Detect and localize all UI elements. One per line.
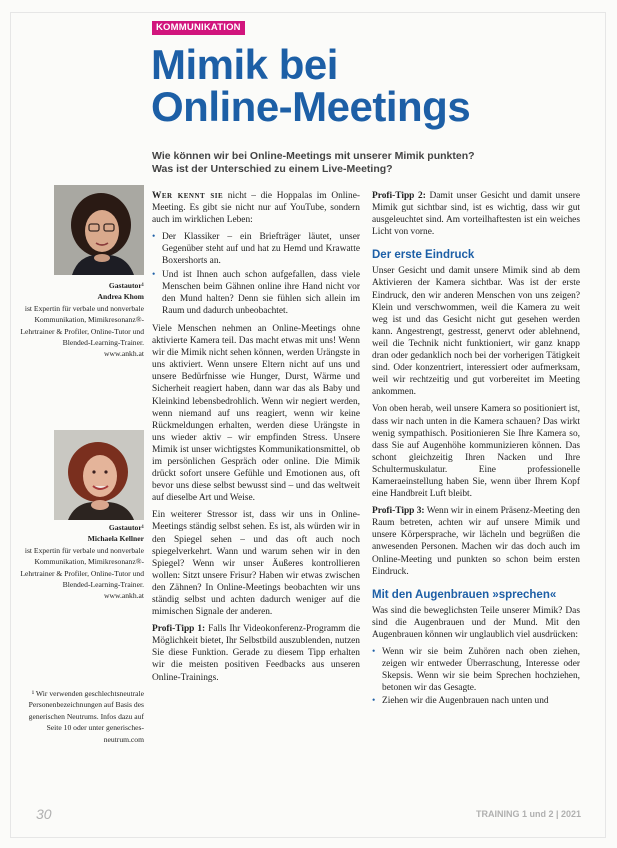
- portrait-2-icon: [54, 430, 144, 520]
- author-info-1: [20, 280, 144, 360]
- heading-first-impression: Der erste Eindruck: [372, 249, 475, 262]
- text-column-1: [152, 190, 360, 689]
- portrait-1-icon: [54, 185, 144, 275]
- subtitle-line-1: Wie können wir bei Online-Meetings mit unserer Mimik punkten?: [152, 150, 475, 162]
- lead-caps: Wer kennt sie: [152, 191, 224, 201]
- tip-label: Profi-Tipp 3:: [372, 506, 425, 517]
- paragraph: Ein weiterer Stressor ist, dass wir uns in Online-Meetings ständig selbst sehen. Es ist, als würden wir in den Spiegel sehen – und das oft auch noch spiegelverkehrt. Wann und warum sehen wir in den Spiegel? Wenn wir unser Äußeres kontrollieren wollen: Sitzt unsere Frisur? Haben wir etwas zwischen den Zähnen? In Online-Meetings beobachten wir uns ständig selbst und achten dadurch weniger auf die mimischen Signale der anderen.: [152, 510, 360, 618]
- section-tag: KOMMUNIKATION: [152, 21, 245, 35]
- author-1-name: Andrea Khom: [97, 292, 144, 302]
- list-item: • Und ist Ihnen auch schon aufgefallen, dass viele Menschen beim Gähnen online ihre Hand nicht vor den Mund halten? Denn sie fühlen sich allein im Raum und dadurch unbeobachtet.: [162, 269, 360, 317]
- author-2-bio: ist Expertin für verbale und nonverbale Kommunikation, Mimikresonanz®-Lehrtrainer & Profiler, Online-Tutor und Blended-Learning-Trainer.: [20, 545, 144, 590]
- tip-text: Falls Ihr Videokonferenz-Programm die Möglichkeit bietet, Ihr Selbstbild auszublenden, nutzen Sie diese Funktion. Gerade zu diesem Tipp erhalten wir die meisten positiven Feedbacks aus unseren Online-Trainings.: [152, 624, 360, 683]
- profi-tip-2: [372, 190, 580, 238]
- tip-label: Profi-Tipp 2:: [372, 191, 426, 201]
- author-photo-michaela-kellner: [54, 430, 144, 520]
- hoppala-list: [152, 231, 360, 317]
- author-1-bio: ist Expertin für verbale und nonverbale Kommunikation, Mimikresonanz®-Lehrtrainer & Profiler, Online-Tutor und Blended-Learning-Trainer.: [20, 303, 144, 348]
- list-item: • Der Klassiker – ein Briefträger läutet, unser Gegenüber steht auf und hat zu Hemd und Krawatte Boxershorts an.: [162, 231, 360, 267]
- list-item: • Wenn wir sie beim Zuhören nach oben ziehen, zeigen wir entweder Überraschung, Interesse oder Skepsis. Wenn wir sie beim Sprechen hochziehen, betonen wir das Gesagte.: [382, 646, 580, 694]
- lead-text: nicht – die Hoppalas im Online-Meeting. Es gibt sie nicht nur auf YouTube, sondern auch im wirklichen Leben:: [152, 191, 360, 226]
- footnote: ¹ Wir verwenden geschlechtsneutrale Personenbezeichnungen auf Basis des generischen Neutrums. Infos dazu auf Seite 10 oder unter generisches-neutrum.com: [28, 689, 144, 744]
- text-column-2: [372, 190, 580, 713]
- article-subtitle: [152, 150, 552, 176]
- author-1-role: Gastautor¹: [108, 281, 144, 290]
- page-number: 30: [36, 806, 52, 822]
- author-photo-andrea-khom: [54, 185, 144, 275]
- author-2-url[interactable]: www.ankh.at: [104, 591, 144, 601]
- title-line-2: Online-Meetings: [151, 83, 471, 130]
- paragraph: Was sind die beweglichsten Teile unserer Mimik? Das sind die Augenbrauen und der Mund. Mit den Augenbrauen können wir unglaublich viel ausdrücken:: [372, 605, 580, 640]
- profi-tip-1: [152, 623, 360, 683]
- author-2-name: Michaela Kellner: [87, 534, 144, 544]
- paragraph: Von oben herab, weil unsere Kamera so positioniert ist, dass wir nach unten in die Kamera schauen? Das wirkt wenig sympathisch. Positionieren Sie Ihre Kamera so, dass Sie auf Augenhöhe kommunizieren können. Das schont gleichzeitig Ihren Nacken und Ihre Schultermuskulatur. Eine professionelle Kameraeinstellung haben Sie, wenn über Ihrem Kopf eine Handbreit Luft bleibt.: [372, 404, 580, 500]
- paragraph: Viele Menschen nehmen an Online-Meetings ohne aktivierte Kamera teil. Das macht etwas mit uns! Wenn wir die Mimik nicht sehen können, werden Urängste in uns aktiviert. Wenn unsere Eltern nicht auf uns und unsere Bedürfnisse wie Hunger, Durst, Wärme und Sicherheit reagiert haben, dann war das als Baby und Kleinkind lebensbedrohlich. Wenn wir negiert werden, wenn niemand auf uns reagiert, wenn wir keine Rückmeldungen erhalten, werden diese Urängste in uns wieder aktiv – wir empfinden Stress. Unsere Mimik ist unser wichtigstes Kommunikationsmittel, ob im persönlichen Gespräch oder online. Die Mimik drückt sofort unsere Gefühle und Emotionen aus, oft bevor uns diese selbst bewusst sind – und das weltweit auf dieselbe Art und Weise.: [152, 323, 360, 504]
- paragraph: Unser Gesicht und damit unsere Mimik sind ab dem Aktivieren der Kamera sichtbar. Was ist der erste Eindruck, den wir anderen Menschen von uns zeigen? Klein und verschwommen, weil die Kamera zu weit weg ist und das Gesicht nicht gut gesehen werden kann. Angestrengt, gestresst, genervt oder ablehnend, weil die Technik nicht funktioniert, wir ganz knapp dran oder gedanklich noch bei der vorherigen Tätigkeit sind. Oder konzentriert, interessiert oder aufmerksam, weil wir rechtzeitig und gut vorbereitet im Meeting ankommen.: [372, 266, 580, 398]
- tip-text: Damit unser Gesicht und damit unsere Mimik gut sichtbar sind, ist es wichtig, dass wir gut ausgeleuchtet sind. Am vorteilhaftesten ist ein weiches Licht von vorne.: [372, 191, 581, 238]
- subtitle-line-2: Was ist der Unterschied zu einem Live-Meeting?: [152, 163, 393, 175]
- author-1-url[interactable]: www.ankh.at: [104, 349, 144, 359]
- tip-label: Profi-Tipp 1:: [152, 624, 206, 635]
- publication-info: TRAINING 1 und 2 | 2021: [475, 809, 581, 819]
- profi-tip-3: [372, 505, 580, 578]
- lead-paragraph: [152, 190, 360, 226]
- list-item: • Ziehen wir die Augenbrauen nach unten und: [382, 695, 580, 707]
- article-title: [151, 41, 571, 130]
- tip-text: Wenn wir in einem Präsenz-Meeting den Raum betreten, achten wir auf unsere Mimik und unsere Körpersprache, wir lächeln und begrüßen die anwesenden Personen. Machen wir das doch auch im Online-Meeting und punkten so schon beim ersten Eindruck.: [372, 506, 580, 577]
- heading-eyebrows: Mit den Augenbrauen »sprechen«: [372, 588, 557, 601]
- eyebrow-list: [372, 646, 580, 707]
- title-line-1: Mimik bei: [151, 41, 338, 88]
- author-info-2: [20, 522, 144, 602]
- author-2-role: Gastautor¹: [108, 523, 144, 532]
